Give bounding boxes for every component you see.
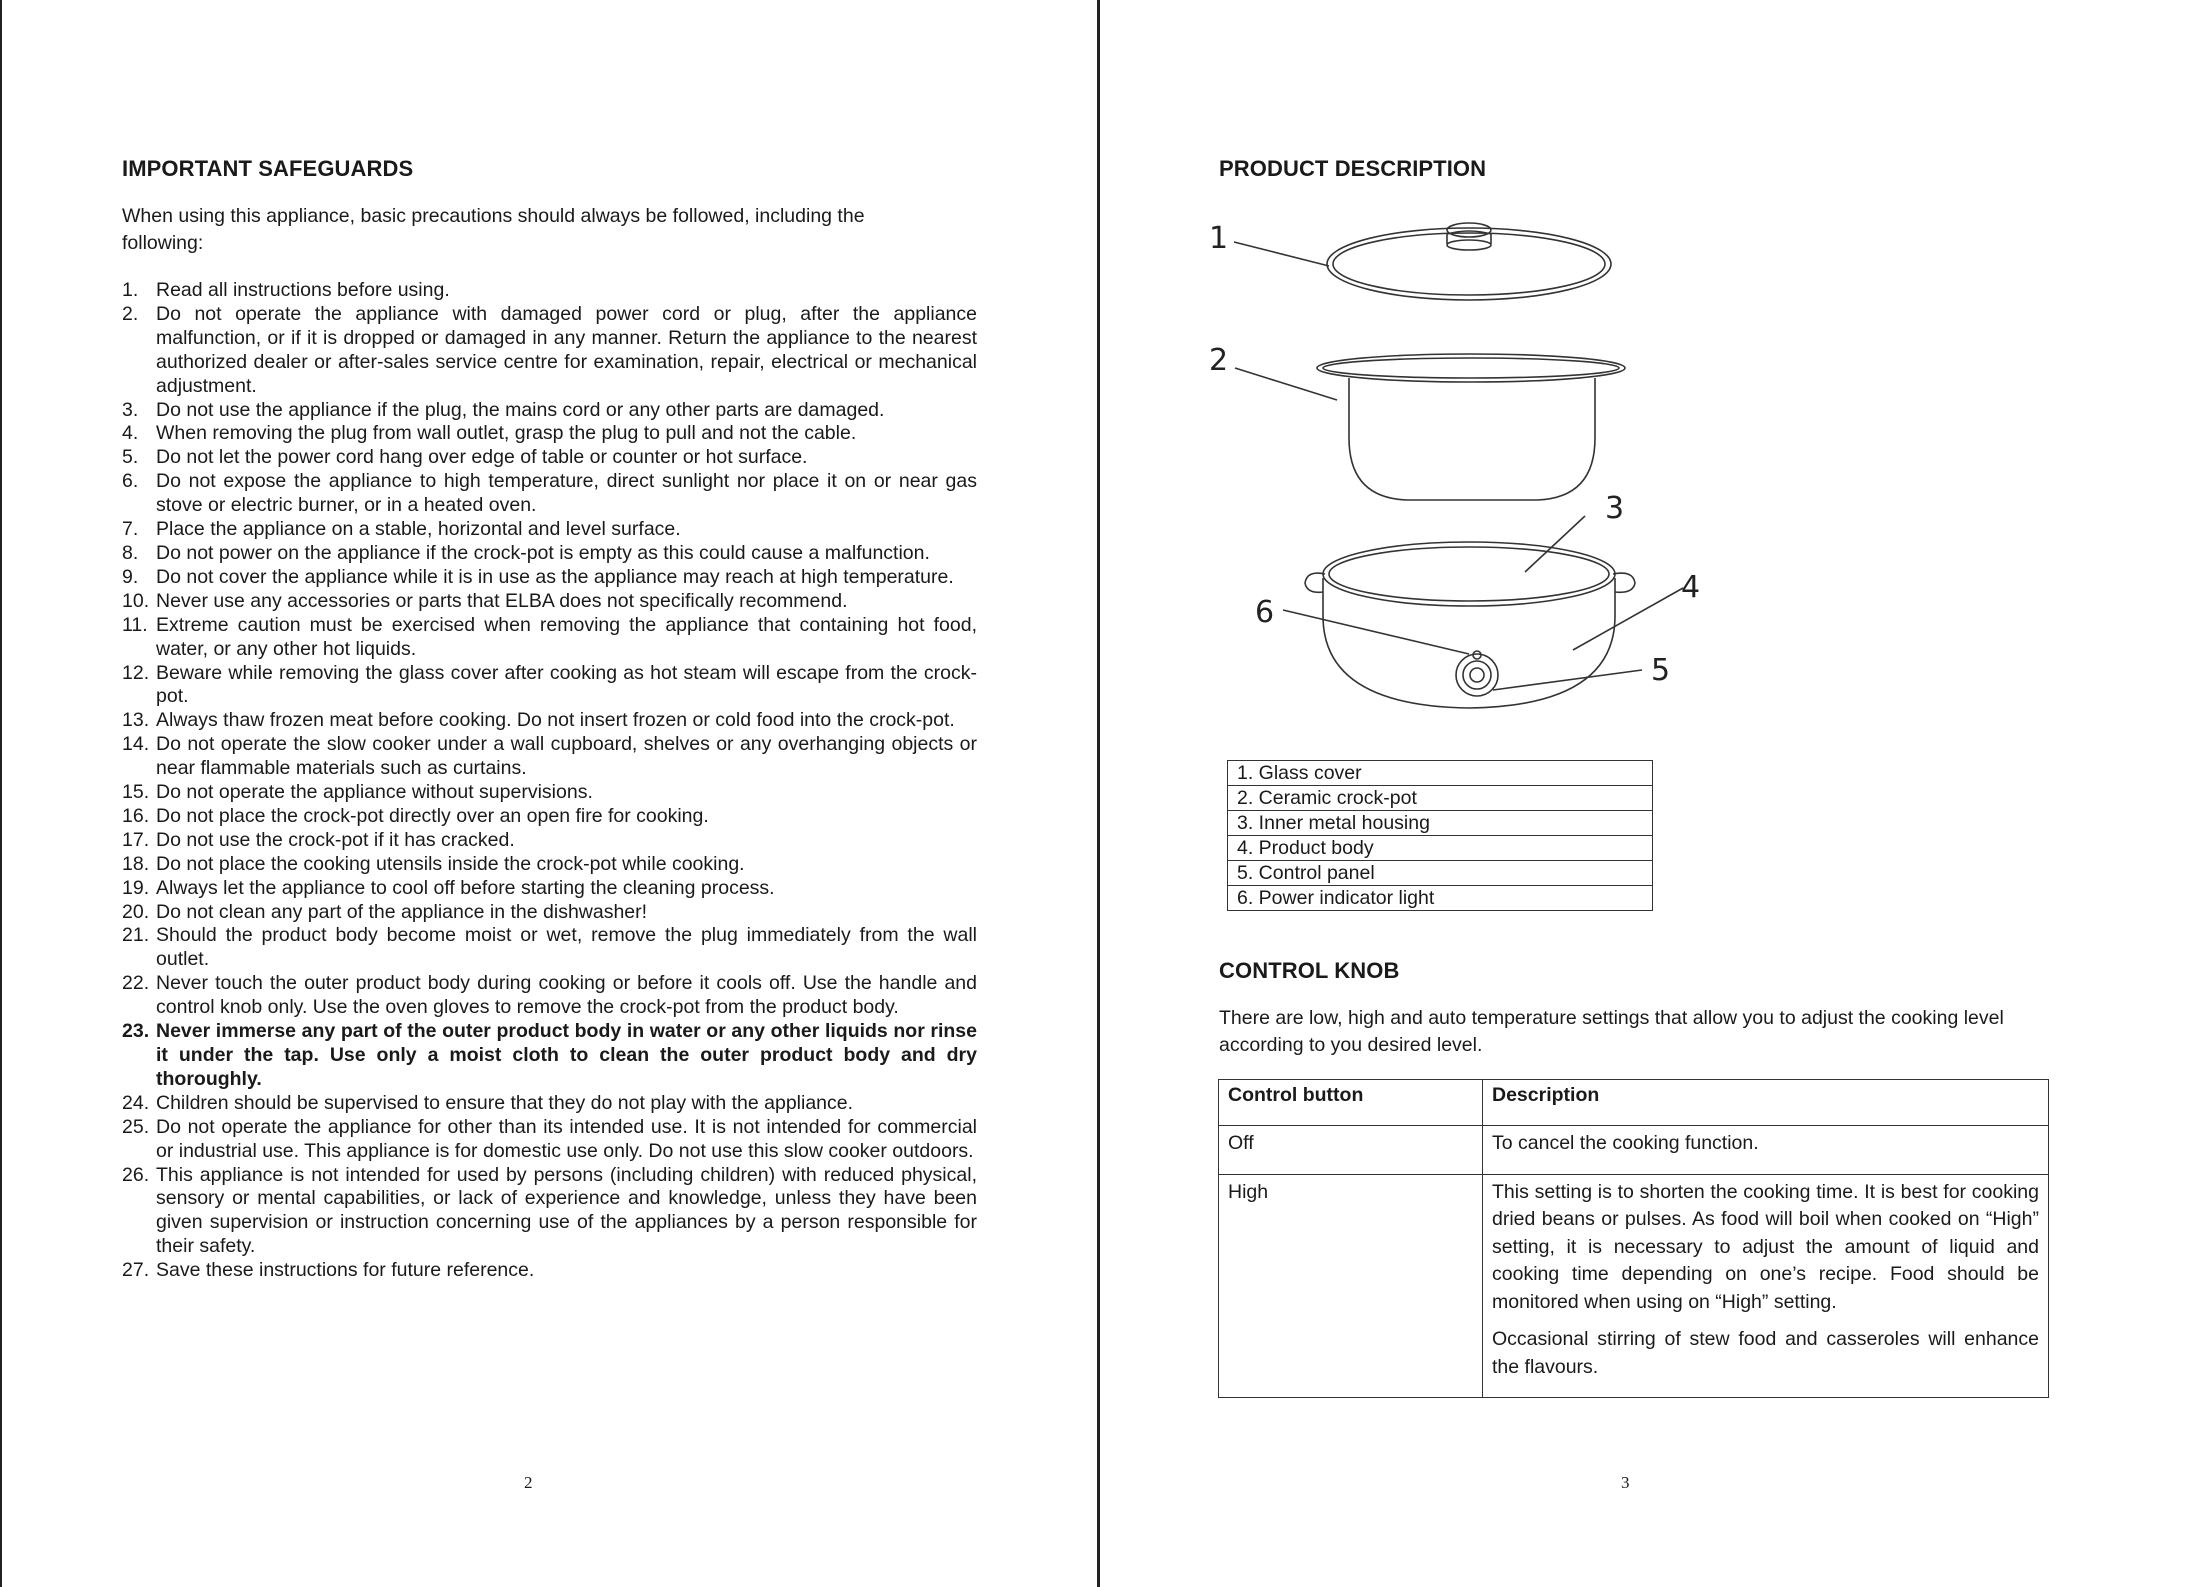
list-item [122,279,977,303]
list-item-text: Never immerse any part of the outer product body in water or any other liquids nor rinse it under the tap. Use only a moist cloth to clean the outer product body and dry thoroughly. [156,1020,977,1090]
list-item-text: This appliance is not intended for used by persons (including children) with reduced physical, sensory or mental capabilities, or lack of experience and knowledge, unless they have been given supervision or instruction concerning use of the appliances by a person responsible for their safety. [156,1163,977,1258]
list-item [122,566,977,590]
table-row [1228,811,1653,836]
list-item-number: 23. [122,1020,150,1043]
list-item-number: 22. [122,972,150,995]
callout-4: 4 [1681,570,1701,605]
list-item-text: Do not use the appliance if the plug, the mains cord or any other parts are damaged. [156,398,885,421]
list-item-number: 6. [122,470,139,493]
list-item [122,709,977,733]
part-cell: 6. Power indicator light [1228,886,1653,911]
description-paragraph: This setting is to shorten the cooking time. It is best for cooking dried beans or pulses. As food will boil when cooked on “High” setting, it is necessary to adjust the amount of liquid and cooking time depending on one’s recipe. Food should be monitored when using on “High” setting. [1492,1180,2039,1313]
list-item [122,1092,977,1116]
table-row [1228,836,1653,861]
glass-cover-drawing [1327,223,1611,300]
list-item [122,901,977,925]
table-row [1228,761,1653,786]
list-item-number: 18. [122,852,150,875]
control-knob-intro: There are low, high and auto temperature settings that allow you to adjust the cooking level according to you desired level. [1219,1007,2004,1056]
list-item-text: When removing the plug from wall outlet, grasp the plug to pull and not the cable. [156,422,857,445]
list-item [122,924,977,972]
page-number-right: 3 [1621,1473,1630,1492]
part-cell: 2. Ceramic crock-pot [1228,786,1653,811]
list-item [122,781,977,805]
list-item [122,518,977,542]
table-row [1228,886,1653,911]
list-item-number: 2. [122,302,139,325]
list-item-number: 26. [122,1163,150,1186]
list-item-text: Children should be supervised to ensure that they do not play with the appliance. [156,1091,854,1114]
description-paragraph: To cancel the cooking function. [1492,1132,1759,1154]
control-button-cell: High [1219,1174,1483,1398]
list-item [122,1116,977,1164]
list-item-number: 11. [122,613,148,636]
description-paragraph: Occasional stirring of stew food and casseroles will enhance the flavours. [1492,1328,2039,1378]
list-item [122,805,977,829]
table-header-row [1219,1080,2049,1126]
list-item-number: 12. [122,661,150,684]
list-item-text: Never touch the outer product body during cooking or before it cools off. Use the handle and control knob only. Use the oven gloves to remove the crock-pot from the product body. [156,972,977,1019]
list-item-number: 7. [122,518,139,541]
list-item-text: Beware while removing the glass cover after cooking as hot steam will escape from the crock-pot. [156,661,977,708]
list-item-number: 20. [122,900,150,923]
list-item-text: Do not operate the appliance with damaged power cord or plug, after the appliance malfunction, or if it is dropped or damaged in any manner. Return the appliance to the nearest authorized dealer or after-sales service centre for examination, repair, electrical or mechanical adjustment. [156,302,977,397]
part-cell: 5. Control panel [1228,861,1653,886]
list-item-number: 5. [122,446,139,469]
slow-cooker-exploded-diagram [1207,208,1701,728]
list-item-number: 16. [122,804,150,827]
list-item [122,590,977,614]
list-item-number: 14. [122,733,150,756]
list-item-number: 10. [122,589,150,612]
column-header-control-button: Control button [1219,1080,1483,1126]
parts-table [1227,760,1653,911]
list-item-number: 15. [122,781,150,804]
list-item-text: Always let the appliance to cool off before starting the cleaning process. [156,876,775,899]
list-item [122,303,977,399]
list-item-text: Do not place the crock-pot directly over an open fire for cooking. [156,804,709,827]
list-item-text: Do not operate the appliance without supervisions. [156,781,593,804]
safeguards-heading: IMPORTANT SAFEGUARDS [122,156,414,181]
list-item [122,470,977,518]
list-item-text: Do not expose the appliance to high temperature, direct sunlight nor place it on or near gas stove or electric burner, or in a heated oven. [156,470,977,517]
list-item-text: Never use any accessories or parts that ELBA does not specifically recommend. [156,589,848,612]
list-item-text: Read all instructions before using. [156,279,450,301]
list-item [122,1020,977,1092]
callout-5: 5 [1651,653,1671,688]
list-item-text: Always thaw frozen meat before cooking. Do not insert frozen or cold food into the crock-pot. [156,709,955,732]
control-knob-heading: CONTROL KNOB [1219,958,1400,983]
safeguards-intro: When using this appliance, basic precautions should always be followed, including the following: [122,205,865,254]
list-item [122,972,977,1020]
column-header-description: Description [1483,1080,2049,1126]
list-item-text: Do not use the crock-pot if it has cracked. [156,828,515,851]
list-item-number: 1. [122,279,139,301]
list-item-text: Do not let the power cord hang over edge of table or counter or hot surface. [156,446,808,469]
list-item-text: Extreme caution must be exercised when removing the appliance that containing hot food, water, or any other hot liquids. [156,613,977,660]
product-body-drawing [1305,542,1635,708]
table-row [1219,1174,2049,1398]
safeguards-list [122,279,977,1283]
list-item [122,614,977,662]
list-item-text: Save these instructions for future reference. [156,1259,535,1282]
description-cell [1483,1126,2049,1175]
list-item-number: 17. [122,828,150,851]
callout-6: 6 [1255,595,1275,630]
product-description-heading: PRODUCT DESCRIPTION [1219,156,1487,181]
table-row [1219,1126,2049,1175]
list-item [122,542,977,566]
part-cell: 4. Product body [1228,836,1653,861]
list-item-text: Do not power on the appliance if the crock-pot is empty as this could cause a malfunction. [156,541,930,564]
page-number-left: 2 [524,1473,533,1492]
callout-2: 2 [1209,343,1229,378]
list-item [122,853,977,877]
list-item-number: 27. [122,1259,150,1282]
control-button-cell: Off [1219,1126,1483,1175]
list-item-text: Do not clean any part of the appliance in the dishwasher! [156,900,648,923]
list-item [122,662,977,710]
list-item-number: 8. [122,541,139,564]
list-item-number: 19. [122,876,150,899]
list-item-text: Do not place the cooking utensils inside the crock-pot while cooking. [156,852,745,875]
table-row [1228,861,1653,886]
list-item-number: 9. [122,565,139,588]
list-item-text: Do not operate the appliance for other than its intended use. It is not intended for commercial or industrial use. This appliance is for domestic use only. Do not use this slow cooker outdoors. [156,1115,977,1162]
list-item [122,446,977,470]
list-item-number: 3. [122,398,139,421]
callout-1: 1 [1209,221,1229,256]
list-item-text: Should the product body become moist or wet, remove the plug immediately from the wall outlet. [156,924,977,971]
list-item-text: Do not cover the appliance while it is in use as the appliance may reach at high temperature. [156,565,954,588]
list-item-text: Do not operate the slow cooker under a wall cupboard, shelves or any overhanging objects or near flammable materials such as curtains. [156,733,977,780]
part-cell: 1. Glass cover [1228,761,1653,786]
description-cell [1483,1174,2049,1398]
list-item-number: 25. [122,1115,150,1138]
control-table [1218,1079,2049,1398]
list-item [122,877,977,901]
part-cell: 3. Inner metal housing [1228,811,1653,836]
callout-3: 3 [1605,491,1625,526]
table-row [1228,786,1653,811]
ceramic-crock-pot-drawing [1317,354,1625,500]
list-item [122,1259,977,1283]
list-item-number: 13. [122,709,150,732]
list-item [122,829,977,853]
list-item [122,1164,977,1260]
list-item [122,422,977,446]
list-item [122,733,977,781]
list-item-number: 4. [122,422,139,445]
list-item-number: 24. [122,1091,150,1114]
list-item-text: Place the appliance on a stable, horizontal and level surface. [156,518,681,541]
list-item [122,399,977,423]
list-item-number: 21. [122,924,150,947]
